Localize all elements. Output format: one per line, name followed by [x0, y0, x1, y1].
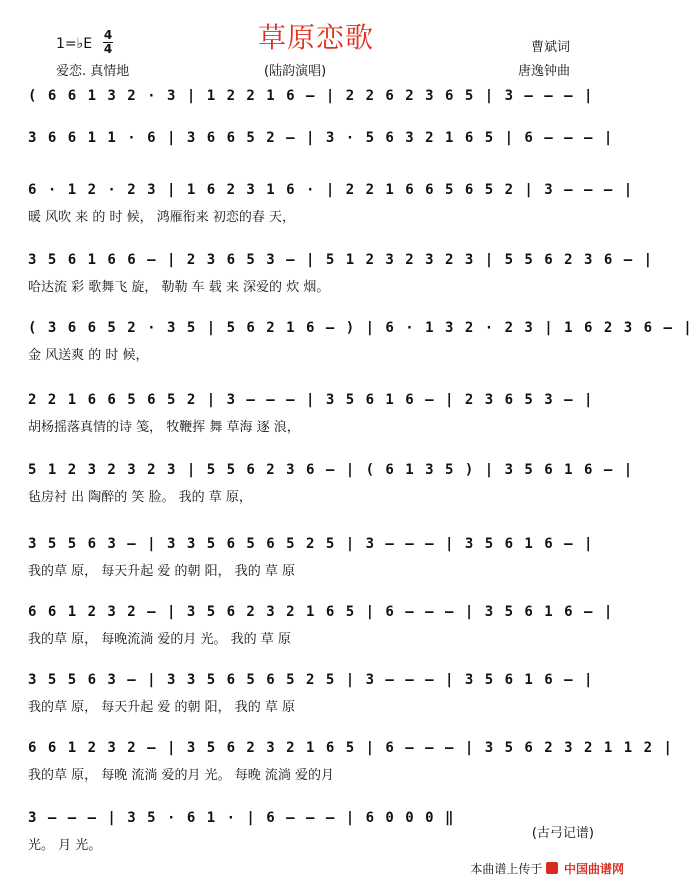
notation-line: 6 · 1 2 · 2 3 | 1 6 2 3 1 6 · | 2 2 1 6 6 5 6 5 2 | 3 – – – | — [28, 182, 634, 198]
notation-line: 6 6 1 2 3 2 – | 3 5 6 2 3 2 1 6 5 | 6 – – – | 3 5 6 2 3 2 1 1 2 | — [28, 740, 674, 756]
lyric-line: 金 风送爽 的 时 候， — [28, 348, 149, 363]
transcriber-note: (古弓记谱) — [531, 826, 594, 841]
lyric-line: 我的草 原， 每晚 流淌 爱的月 光。 每晚 流淌 爱的月 — [28, 768, 335, 783]
notation-line: 5 1 2 3 2 3 2 3 | 5 5 6 2 3 6 – | ( 6 1 3 5 ) | 3 5 6 1 6 – | — [28, 462, 634, 478]
footer-brand: 中国曲谱网 — [563, 862, 624, 876]
score-system-9 — [28, 604, 614, 654]
notation-line: 3 5 5 6 3 – | 3 3 5 6 5 6 5 2 5 | 3 – – – | 3 5 6 1 6 – | — [28, 672, 594, 688]
lyric-line: 我的草 原， 每晚流淌 爱的月 光。 我的 草 原 — [28, 632, 291, 647]
notation-line: 3 5 6 1 6 6 – | 2 3 6 5 3 – | 5 1 2 3 2 3 2 3 | 5 5 6 2 3 6 – | — [28, 252, 654, 268]
score-system-5 — [28, 320, 693, 370]
notation-line: ( 3 6 6 5 2 · 3 5 | 5 6 2 1 6 – ) | 6 · 1 3 2 · 2 3 | 1 6 2 3 6 – | — [28, 320, 693, 336]
notation-line: 6 6 1 2 3 2 – | 3 5 6 2 3 2 1 6 5 | 6 – – – | 3 5 6 1 6 – | — [28, 604, 614, 620]
score-system-10 — [28, 672, 594, 722]
score-system-7 — [28, 462, 634, 512]
lyric-line: 我的草 原， 每天升起 爱 的朝 阳， 我的 草 原 — [28, 564, 296, 579]
lyric-line: 胡杨摇落真情的诗 笺， 牧鞭挥 舞 草海 逐 浪， — [28, 420, 300, 435]
score-system-4 — [28, 252, 654, 302]
lyric-line: 暖 风吹 来 的 时 候， 鸿雁衔来 初恋的春 天， — [28, 210, 296, 225]
lyric-line: 毡房衬 出 陶醉的 笑 脸。 我的 草 原， — [28, 490, 252, 505]
lyric-line: 光。 月 光。 — [28, 838, 102, 853]
time-signature-top: 4 — [103, 28, 113, 42]
notation-line: ( 6 6 1 3 2 · 3 | 1 2 2 1 6 – | 2 2 6 2 3 6 5 | 3 – – – | — [28, 88, 594, 104]
composer: 唐逸钟曲 — [517, 64, 570, 79]
footer-credit — [470, 860, 624, 877]
notation-line: 3 5 5 6 3 – | 3 3 5 6 5 6 5 2 5 | 3 – – – | 3 5 6 1 6 – | — [28, 536, 594, 552]
lyric-line: 哈达流 彩 歌舞飞 旋， 勒勒 车 载 来 深爱的 炊 烟。 — [28, 280, 330, 295]
notation-line: 3 6 6 1 1 · 6 | 3 6 6 5 2 – | 3 · 5 6 3 2 1 6 5 | 6 – – – | — [28, 130, 614, 146]
key-signature: 1=♭E — [56, 36, 93, 52]
notation-line: 2 2 1 6 6 5 6 5 2 | 3 – – – | 3 5 6 1 6 – | 2 3 6 5 3 – | — [28, 392, 594, 408]
score-system-3 — [28, 182, 634, 232]
site-logo-icon — [546, 862, 558, 874]
score-system-6 — [28, 392, 594, 442]
expression-mark: 爱恋. 真情地 — [56, 64, 130, 79]
song-title: 草原恋歌 — [257, 21, 374, 54]
time-signature — [103, 30, 113, 55]
notation-line: 3 – – – | 3 5 · 6 1 · | 6 – – – | 6 0 0 0 ‖ — [28, 810, 455, 826]
time-signature-bottom: 4 — [103, 42, 113, 56]
score-system-11 — [28, 740, 674, 790]
score-system-12 — [28, 810, 588, 860]
lyric-line: 我的草 原， 每天升起 爱 的朝 阳， 我的 草 原 — [28, 700, 296, 715]
score-system-2 — [28, 130, 614, 180]
performer: (陆韵演唱) — [264, 64, 327, 79]
lyricist: 曹斌词 — [530, 40, 570, 55]
score-system-8 — [28, 536, 594, 586]
footer-label: 本曲谱上传于 — [470, 862, 543, 876]
